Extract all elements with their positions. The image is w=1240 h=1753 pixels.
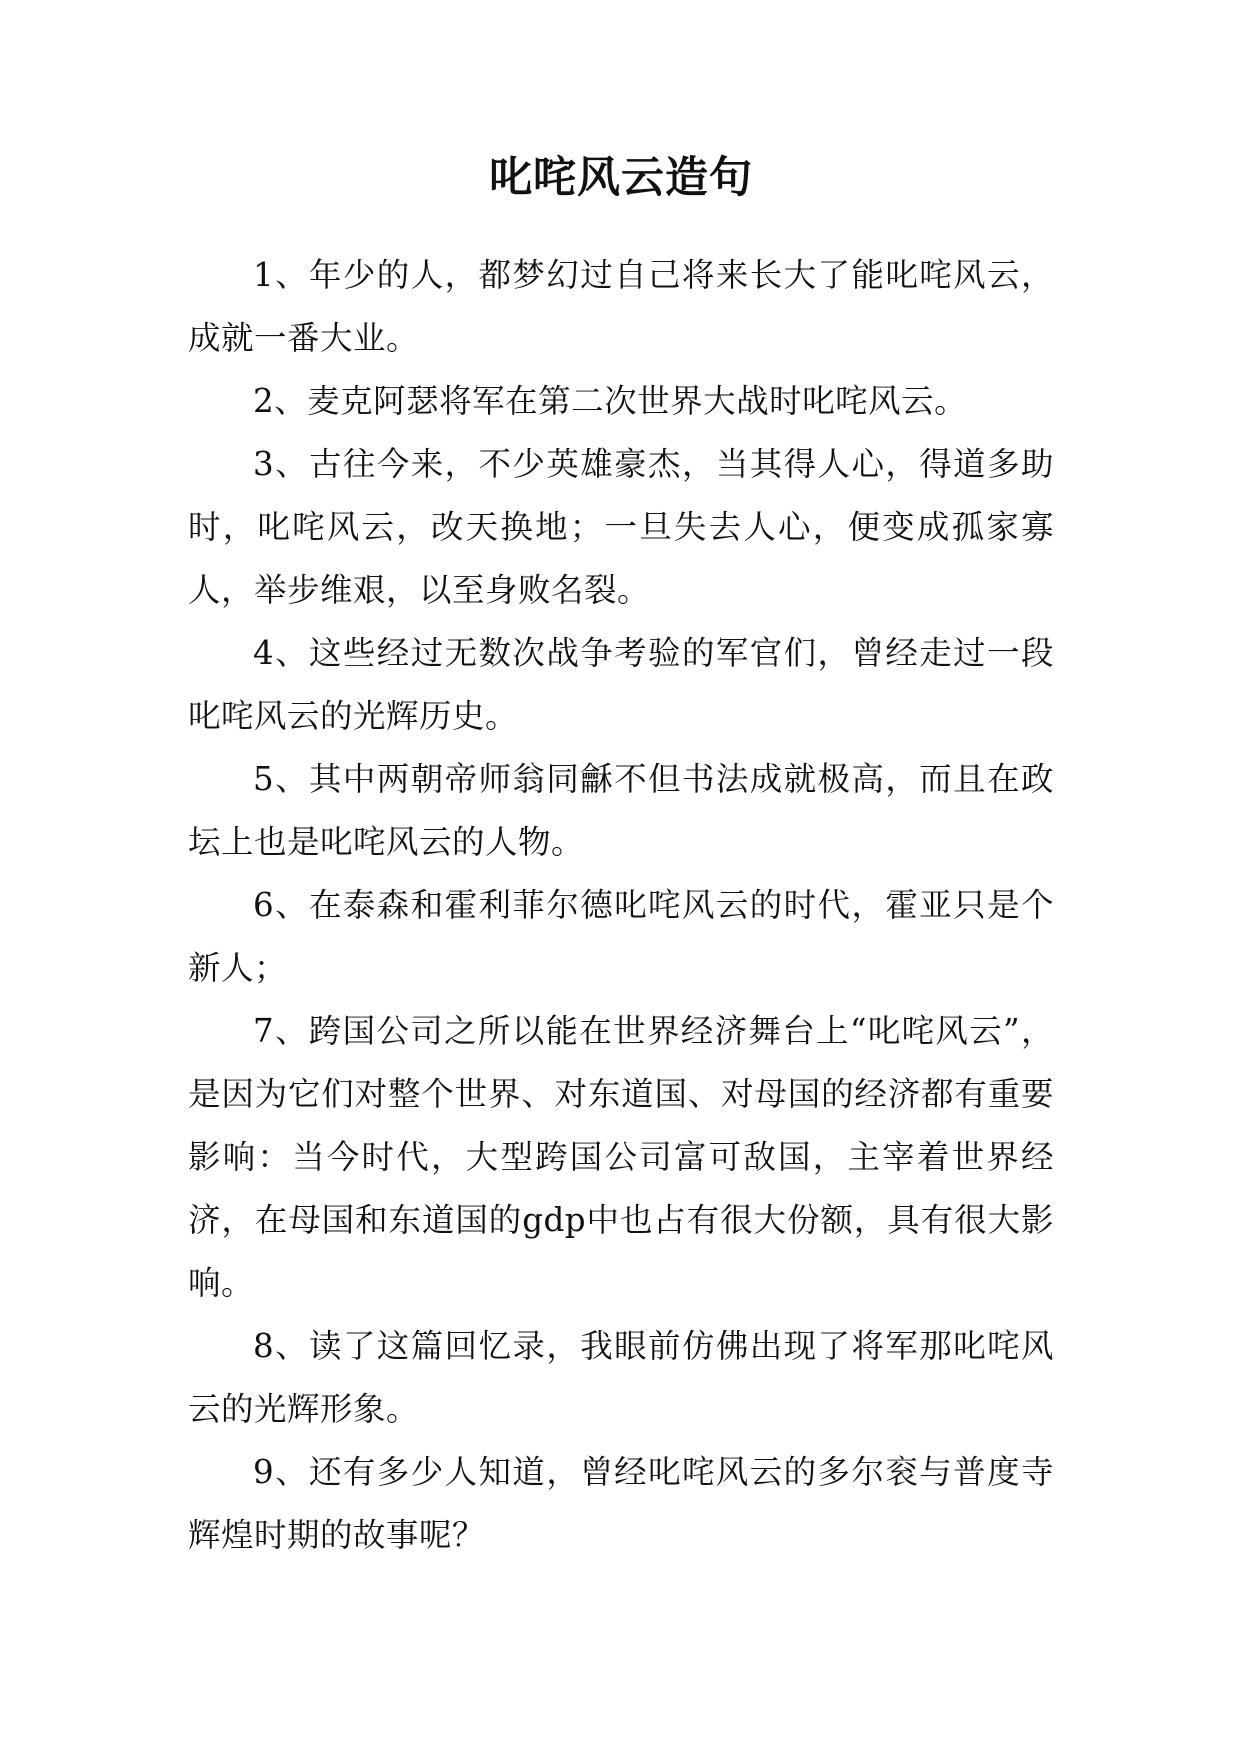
sentence-list: [188, 244, 1054, 1567]
sentence-4: 4、这些经过无数次战争考验的军官们，曾经走过一段叱咤风云的光辉历史。: [188, 634, 1054, 735]
sentence-6: 6、在泰森和霍利菲尔德叱咤风云的时代，霍亚只是个新人；: [188, 886, 1054, 987]
document-title: 叱咤风云造句: [489, 153, 753, 203]
sentence-8: 8、读了这篇回忆录，我眼前仿佛出现了将军那叱咤风云的光辉形象。: [188, 1327, 1054, 1428]
sentence-7: 7、跨国公司之所以能在世界经济舞台上“叱咤风云”，是因为它们对整个世界、对东道国、对母国的经济都有重要影响：当今时代，大型跨国公司富可敌国，主宰着世界经济，在母国和东道国的gdp中也占有很大份额，具有很大影响。: [188, 1012, 1054, 1302]
sentence-5: 5、其中两朝帝师翁同龢不但书法成就极高，而且在政坛上也是叱咤风云的人物。: [188, 760, 1054, 861]
sentence-9: 9、还有多少人知道，曾经叱咤风云的多尔衮与普度寺辉煌时期的故事呢？: [188, 1453, 1054, 1554]
sentence-2: 2、麦克阿瑟将军在第二次世界大战时叱咤风云。: [253, 382, 968, 420]
sentence-1: 1、年少的人，都梦幻过自己将来长大了能叱咤风云，成就一番大业。: [188, 256, 1054, 357]
sentence-3: 3、古往今来，不少英雄豪杰，当其得人心，得道多助时，叱咤风云，改天换地；一旦失去人心，便变成孤家寡人，举步维艰，以至身败名裂。: [188, 445, 1054, 609]
